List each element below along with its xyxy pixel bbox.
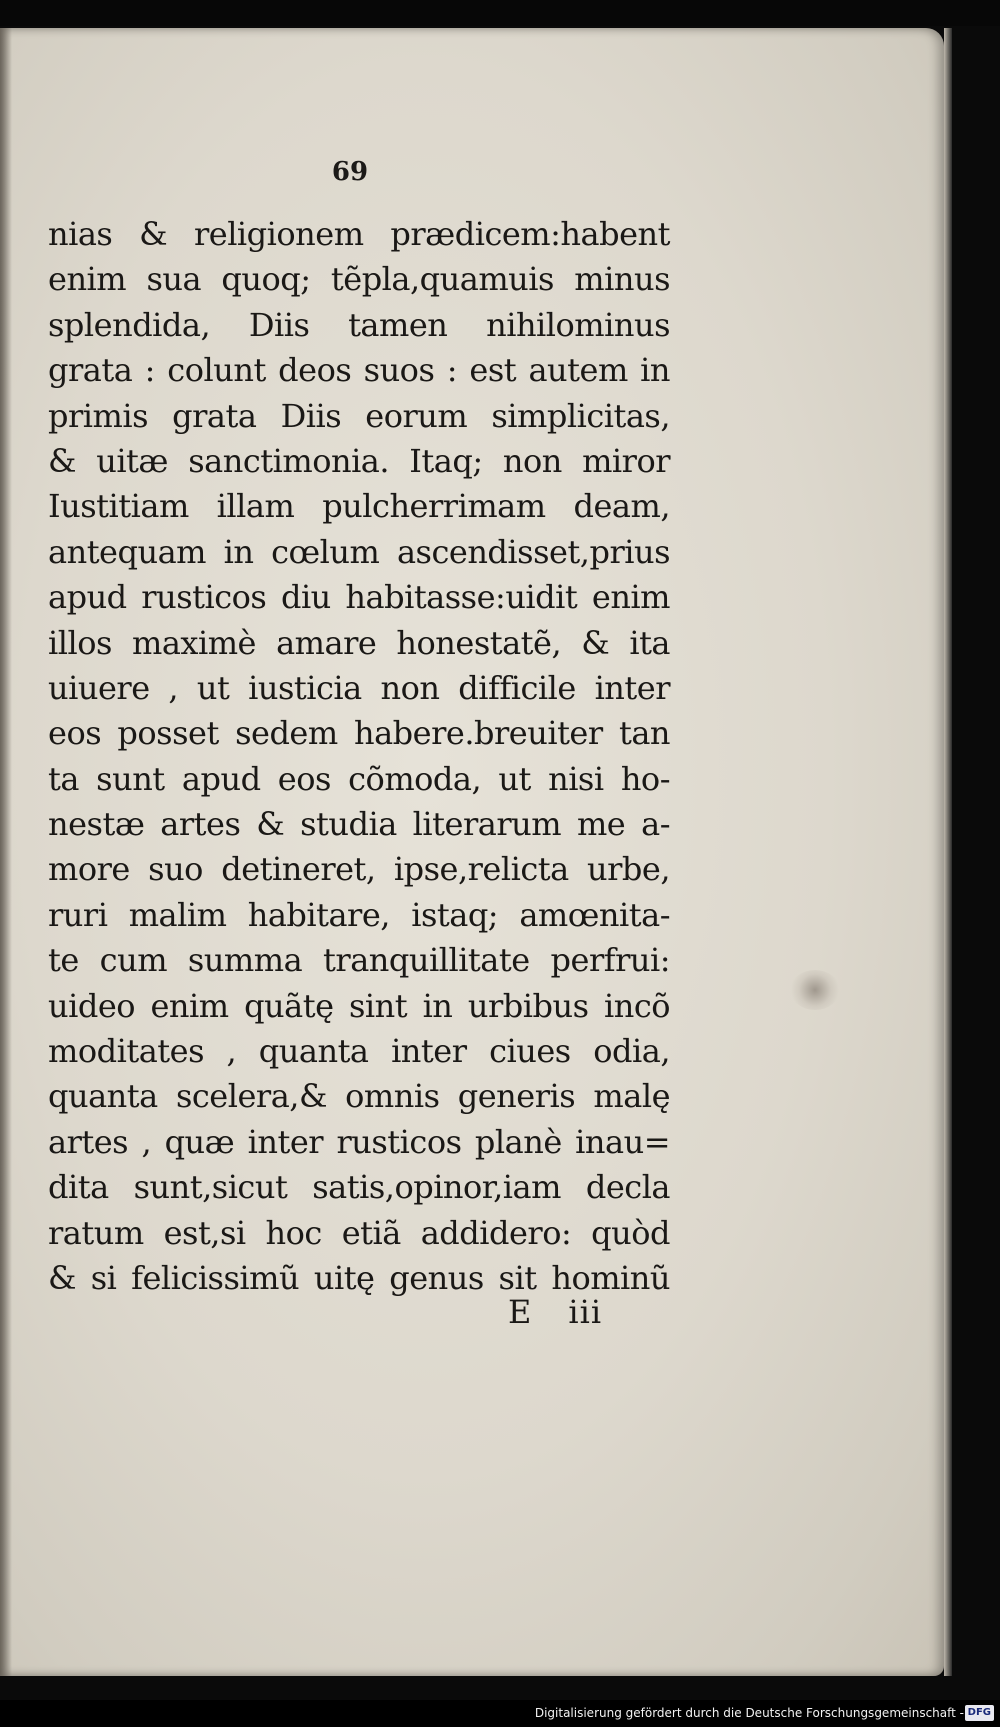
text-line: illos maximè amare honestatẽ, & ita [48,623,670,662]
text-line: dita sunt,sicut satis,opinor,iam decla [48,1168,670,1207]
text-line: ta sunt apud eos cõmoda, ut nisi ho- [48,759,670,798]
text-line: artes , quæ inter rusticos planè inau= [48,1122,670,1161]
text-line: & si felicissimũ uitę genus sit hominũ [48,1258,670,1297]
text-line: grata : colunt deos suos : est autem in [48,351,670,390]
paper-stain [790,970,840,1010]
text-line: enim sua quoq; tẽpla,quamuis minus [48,260,670,299]
text-line: Iustitiam illam pulcherrimam deam, [48,487,670,526]
page-gutter-shadow [0,28,12,1676]
signature-letter: E [508,1293,533,1331]
text-line: & uitæ sanctimonia. Itaq; non miror [48,441,670,480]
text-line: ratum est,si hoc etiã addidero: quòd [48,1213,670,1252]
text-line: eos posset sedem habere.breuiter tan [48,714,670,753]
text-line: nestæ artes & studia literarum me a- [48,805,670,844]
text-line: more suo detineret, ipse,relicta urbe, [48,850,670,889]
page-number: 69 [331,157,369,187]
signature-mark [508,1292,602,1332]
text-line: splendida, Diis tamen nihilominus [48,305,670,344]
text-line: uiuere , ut iusticia non difficile inter [48,668,670,707]
dfg-logo: DFG [965,1705,994,1721]
text-line: te cum summa tranquillitate perfrui: [48,941,670,980]
text-line: moditates , quanta inter ciues odia, [48,1032,670,1071]
signature-numeral: iii [568,1293,603,1331]
footer-bar [0,1700,1000,1727]
scan-top-edge [0,0,1000,26]
page-edge [944,28,952,1676]
text-line: uideo enim quãtę sint in urbibus incõ [48,986,670,1025]
text-line: primis grata Diis eorum simplicitas, [48,396,670,435]
text-line: nias & religionem prædicem:habent [48,215,670,253]
body-text [48,212,670,1301]
text-line: quanta scelera,& omnis generis malę [48,1077,670,1116]
text-line: antequam in cœlum ascendisset,prius [48,532,670,571]
text-line: apud rusticos diu habitasse:uidit enim [48,578,670,617]
footer-credit: Digitalisierung gefördert durch die Deutsche Forschungsgemeinschaft - [534,1706,964,1720]
text-line: ruri malim habitare, istaq; amœnita- [48,895,670,934]
